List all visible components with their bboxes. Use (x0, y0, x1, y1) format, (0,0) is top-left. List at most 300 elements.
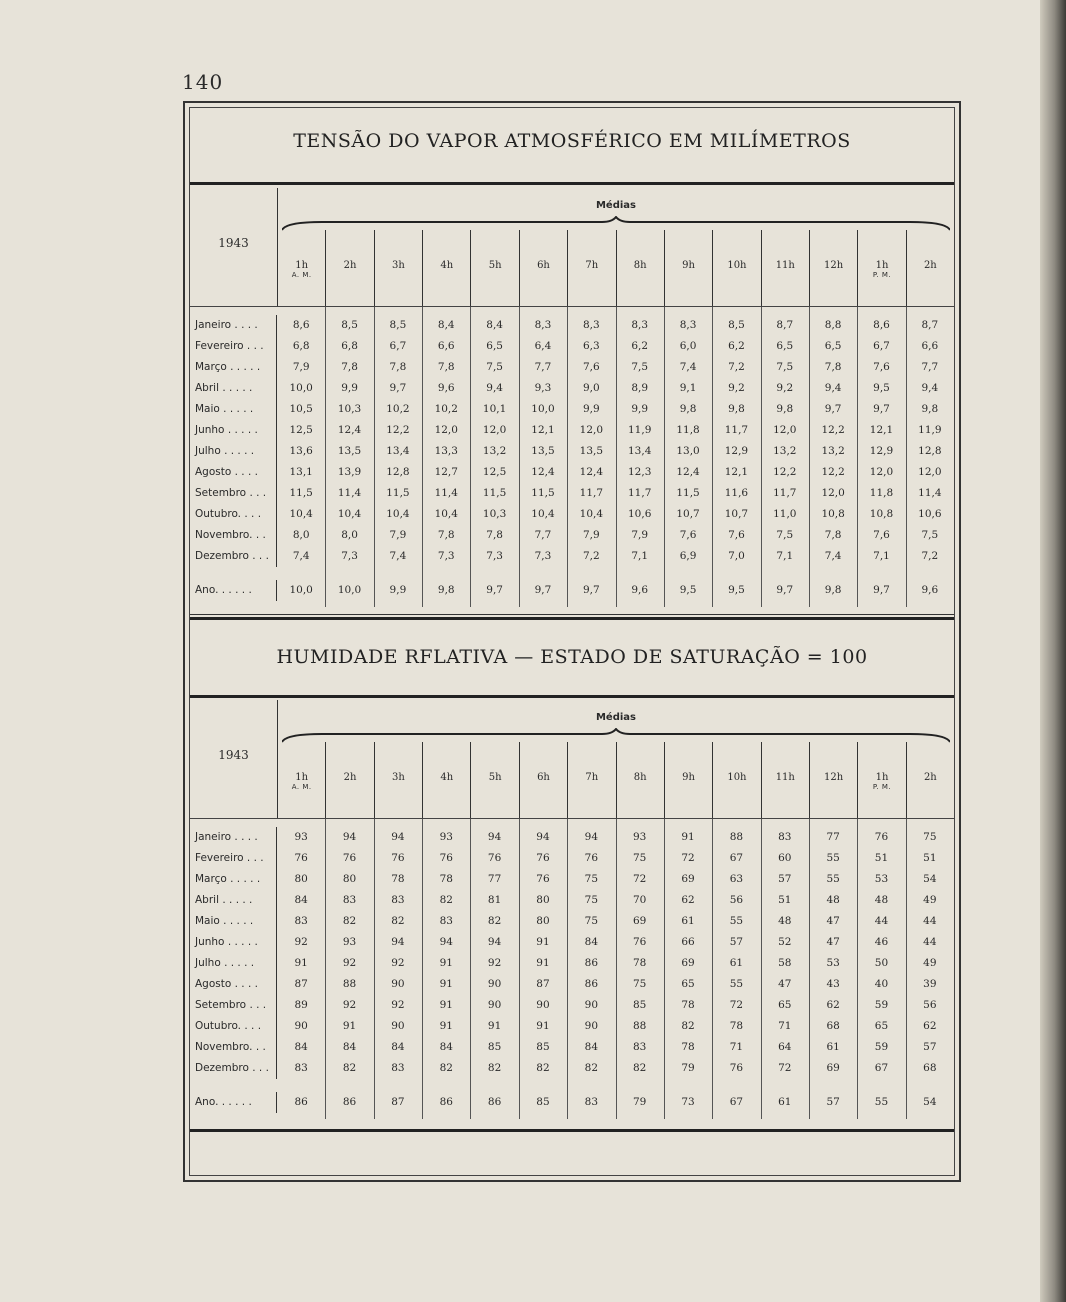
value-cell: 7,7 (534, 361, 552, 373)
value-cell: 56 (923, 999, 937, 1011)
value-cell: 12,4 (579, 466, 604, 478)
value-cell: 94 (487, 936, 502, 948)
value-cell: 7,9 (631, 529, 649, 541)
value-cell: 82 (681, 1020, 695, 1032)
page-number: 140 (182, 70, 224, 94)
value-cell: 61 (729, 957, 744, 969)
table-row (190, 932, 954, 953)
annual-value-cell: 9,7 (873, 584, 890, 596)
hour-label: 1h (875, 260, 889, 271)
hour-label: 6h (537, 260, 550, 271)
value-cell: 9,6 (437, 382, 455, 394)
value-cell: 7,3 (341, 550, 358, 562)
value-cell: 90 (391, 978, 405, 990)
value-cell: 11,9 (918, 424, 942, 436)
value-cell: 57 (778, 873, 792, 885)
value-cell: 7,6 (728, 529, 745, 541)
value-cell: 91 (536, 936, 550, 948)
value-cell: 39 (923, 978, 937, 990)
value-cell: 10,6 (628, 508, 652, 520)
value-cell: 11,5 (676, 487, 700, 499)
value-cell: 10,5 (289, 403, 313, 415)
value-cell: 75 (584, 894, 599, 906)
value-cell: 94 (584, 831, 599, 843)
value-cell: 90 (487, 999, 502, 1011)
hour-header-row (278, 742, 954, 818)
year-header (190, 700, 278, 818)
value-cell: 85 (633, 999, 647, 1011)
table-row (190, 1058, 954, 1079)
value-cell: 7,6 (679, 529, 697, 541)
value-cell: 82 (633, 1062, 647, 1074)
value-cell: 9,1 (679, 382, 697, 394)
hour-header (325, 230, 373, 306)
table-row (190, 953, 954, 974)
value-cell: 72 (633, 873, 647, 885)
value-cell: 9,4 (921, 382, 939, 394)
value-cell: 80 (294, 873, 308, 885)
value-cell: 92 (487, 957, 502, 969)
section-rule (190, 1129, 954, 1132)
value-cell: 82 (342, 915, 357, 927)
table-row (190, 420, 954, 441)
table-row (190, 399, 954, 420)
value-cell: 62 (923, 1020, 937, 1032)
value-cell: 49 (923, 957, 937, 969)
value-cell: 12,0 (869, 466, 894, 478)
value-cell: 7,5 (486, 361, 503, 373)
value-cell: 48 (778, 915, 792, 927)
value-cell: 9,4 (824, 382, 842, 394)
value-cell: 69 (826, 1062, 840, 1074)
annual-label: Ano. . . . . . (190, 580, 277, 601)
value-cell: 9,7 (389, 382, 407, 394)
table-row (190, 995, 954, 1016)
month-label: Dezembro . . . (190, 546, 277, 567)
annual-value-cell: 9,7 (582, 584, 600, 596)
annual-value-cell: 9,9 (389, 584, 407, 596)
table-row (190, 357, 954, 378)
value-cell: 76 (536, 852, 550, 864)
value-cell: 83 (342, 894, 357, 906)
hour-label: 10h (727, 260, 747, 271)
value-cell: 9,9 (631, 403, 649, 415)
value-cell: 7,0 (728, 550, 745, 562)
value-cell: 9,8 (679, 403, 697, 415)
value-cell: 53 (826, 957, 840, 969)
value-cell: 11,7 (628, 487, 652, 499)
value-cell: 13,5 (531, 445, 555, 457)
value-cell: 90 (584, 999, 599, 1011)
annual-value-cell: 10,0 (337, 584, 362, 596)
value-cell: 94 (439, 936, 453, 948)
value-cell: 83 (633, 1041, 647, 1053)
year-header (190, 188, 278, 306)
value-cell: 10,2 (386, 403, 410, 415)
month-label: Agosto . . . . (190, 462, 277, 483)
value-cell: 40 (874, 978, 889, 990)
table-row (190, 827, 954, 848)
annual-value-cell: 9,6 (631, 584, 649, 596)
table-row (190, 890, 954, 911)
value-cell: 10,4 (579, 508, 604, 520)
value-cell: 6,3 (582, 340, 600, 352)
value-cell: 48 (874, 894, 889, 906)
hour-label: 1h (875, 772, 889, 783)
table-row (190, 336, 954, 357)
annual-row (190, 580, 954, 601)
value-cell: 83 (391, 894, 405, 906)
value-cell: 7,1 (631, 550, 649, 562)
value-cell: 62 (681, 894, 695, 906)
value-cell: 12,5 (289, 424, 313, 436)
value-cell: 9,9 (341, 382, 358, 394)
value-cell: 77 (826, 831, 840, 843)
value-cell: 8,4 (486, 319, 503, 331)
value-cell: 46 (874, 936, 889, 948)
value-cell: 7,4 (389, 550, 407, 562)
value-cell: 10,3 (337, 403, 362, 415)
value-cell: 7,1 (873, 550, 890, 562)
annual-label: Ano. . . . . . (190, 1092, 277, 1113)
value-cell: 71 (729, 1041, 744, 1053)
hour-label: 2h (343, 772, 357, 783)
value-cell: 12,0 (434, 424, 458, 436)
annual-value-cell: 9,8 (824, 584, 842, 596)
value-cell: 71 (778, 1020, 792, 1032)
value-cell: 8,5 (389, 319, 407, 331)
value-cell: 79 (681, 1062, 695, 1074)
value-cell: 92 (294, 936, 308, 948)
value-cell: 82 (487, 915, 502, 927)
value-cell: 52 (778, 936, 792, 948)
value-cell: 76 (342, 852, 357, 864)
hour-header (470, 230, 518, 306)
month-label: Janeiro . . . . (190, 827, 277, 848)
value-cell: 76 (439, 852, 453, 864)
month-label: Fevereiro . . . (190, 848, 277, 869)
value-cell: 84 (294, 1041, 308, 1053)
value-cell: 7,8 (824, 361, 842, 373)
value-cell: 12,2 (821, 466, 845, 478)
value-cell: 12,3 (628, 466, 652, 478)
value-cell: 72 (681, 852, 695, 864)
hour-label: 12h (824, 772, 844, 783)
value-cell: 43 (826, 978, 840, 990)
table-row (190, 1037, 954, 1058)
value-cell: 82 (391, 915, 405, 927)
value-cell: 90 (294, 1020, 308, 1032)
value-cell: 55 (826, 852, 840, 864)
value-cell: 84 (584, 936, 599, 948)
hour-label: 9h (682, 772, 695, 783)
value-cell: 65 (874, 1020, 889, 1032)
value-cell: 91 (439, 1020, 453, 1032)
value-cell: 7,9 (292, 361, 310, 373)
page-edge-shadow (1040, 0, 1066, 1302)
value-cell: 6,0 (679, 340, 697, 352)
annual-value-cell: 86 (342, 1096, 357, 1108)
value-cell: 51 (874, 852, 889, 864)
value-cell: 8,8 (824, 319, 842, 331)
hour-header-row (278, 230, 954, 306)
value-cell: 91 (439, 957, 453, 969)
hour-label: 1h (295, 772, 309, 783)
value-cell: 7,5 (776, 361, 794, 373)
value-cell: 90 (487, 978, 502, 990)
value-cell: 7,4 (824, 550, 842, 562)
value-cell: 8,7 (776, 319, 794, 331)
value-cell: 76 (874, 831, 889, 843)
value-cell: 93 (439, 831, 453, 843)
medias-label: Médias (595, 712, 637, 723)
value-cell: 10,4 (337, 508, 362, 520)
value-cell: 90 (536, 999, 550, 1011)
value-cell: 64 (778, 1041, 792, 1053)
value-cell: 92 (342, 999, 357, 1011)
value-cell: 47 (826, 915, 840, 927)
value-cell: 94 (487, 831, 502, 843)
value-cell: 11,7 (773, 487, 797, 499)
table-row (190, 462, 954, 483)
month-label: Janeiro . . . . (190, 315, 277, 336)
value-cell: 44 (874, 915, 889, 927)
hour-label: 3h (391, 260, 405, 271)
table-row (190, 504, 954, 525)
month-label: Agosto . . . . (190, 974, 277, 995)
year-label: 1943 (218, 748, 249, 762)
value-cell: 12,7 (434, 466, 458, 478)
value-cell: 75 (633, 978, 647, 990)
value-cell: 9,8 (921, 403, 939, 415)
value-cell: 6,6 (437, 340, 455, 352)
value-cell: 7,2 (728, 361, 745, 373)
value-cell: 68 (923, 1062, 937, 1074)
value-cell: 8,7 (921, 319, 939, 331)
value-cell: 76 (633, 936, 647, 948)
value-cell: 49 (923, 894, 937, 906)
value-cell: 8,3 (582, 319, 600, 331)
annual-value-cell: 73 (681, 1096, 695, 1108)
value-cell: 76 (536, 873, 550, 885)
value-cell: 10,6 (918, 508, 942, 520)
value-cell: 92 (391, 957, 405, 969)
value-cell: 12,8 (918, 445, 942, 457)
value-cell: 82 (439, 1062, 453, 1074)
value-cell: 7,3 (486, 550, 503, 562)
hour-label: 5h (488, 260, 502, 271)
hour-header (567, 230, 615, 306)
hour-header (664, 742, 712, 818)
value-cell: 11,7 (724, 424, 749, 436)
value-cell: 54 (923, 873, 937, 885)
value-cell: 75 (633, 852, 647, 864)
value-cell: 83 (778, 831, 792, 843)
value-cell: 84 (294, 894, 308, 906)
annual-value-cell: 9,7 (486, 584, 503, 596)
value-cell: 10,3 (482, 508, 507, 520)
annual-value-cell: 9,5 (679, 584, 697, 596)
value-cell: 65 (778, 999, 792, 1011)
value-cell: 55 (729, 978, 744, 990)
value-cell: 7,8 (486, 529, 503, 541)
hour-header (519, 742, 567, 818)
value-cell: 10,8 (869, 508, 894, 520)
value-cell: 7,2 (582, 550, 600, 562)
annual-value-cell: 9,7 (776, 584, 794, 596)
hour-sub-label: A. M. (291, 783, 312, 791)
value-cell: 84 (584, 1041, 599, 1053)
hour-header (857, 742, 905, 818)
annual-value-cell: 67 (729, 1096, 744, 1108)
value-cell: 84 (439, 1041, 453, 1053)
value-cell: 83 (294, 1062, 308, 1074)
value-cell: 59 (874, 999, 889, 1011)
value-cell: 91 (536, 957, 550, 969)
value-cell: 6,7 (389, 340, 407, 352)
value-cell: 7,3 (437, 550, 455, 562)
value-cell: 78 (681, 1041, 695, 1053)
hour-label: 11h (775, 772, 795, 783)
value-cell: 7,4 (679, 361, 697, 373)
value-cell: 83 (439, 915, 453, 927)
value-cell: 47 (778, 978, 792, 990)
value-cell: 9,8 (728, 403, 745, 415)
hour-label: 7h (585, 772, 599, 783)
hour-header (470, 742, 518, 818)
hour-header (906, 742, 954, 818)
value-cell: 78 (681, 999, 695, 1011)
month-label: Março . . . . . (190, 869, 277, 890)
value-cell: 91 (439, 999, 453, 1011)
value-cell: 13,2 (773, 445, 797, 457)
value-cell: 62 (826, 999, 840, 1011)
value-cell: 82 (439, 894, 453, 906)
value-cell: 11,6 (724, 487, 749, 499)
hour-header (664, 230, 712, 306)
value-cell: 60 (778, 852, 792, 864)
value-cell: 61 (826, 1041, 840, 1053)
hour-header (809, 230, 857, 306)
value-cell: 7,6 (582, 361, 600, 373)
value-cell: 88 (633, 1020, 647, 1032)
hour-header (519, 230, 567, 306)
month-label: Setembro . . . (190, 995, 277, 1016)
table-row (190, 911, 954, 932)
year-label: 1943 (218, 236, 249, 250)
annual-value-cell: 55 (874, 1096, 889, 1108)
value-cell: 63 (729, 873, 744, 885)
value-cell: 84 (391, 1041, 405, 1053)
hour-header (809, 742, 857, 818)
value-cell: 9,3 (534, 382, 552, 394)
value-cell: 12,1 (531, 424, 555, 436)
value-cell: 11,4 (918, 487, 942, 499)
value-cell: 69 (681, 873, 695, 885)
value-cell: 6,5 (824, 340, 842, 352)
value-cell: 80 (536, 894, 550, 906)
value-cell: 7,4 (292, 550, 310, 562)
table-row (190, 848, 954, 869)
value-cell: 10,0 (531, 403, 555, 415)
value-cell: 8,3 (631, 319, 649, 331)
value-cell: 13,2 (821, 445, 845, 457)
hour-header (616, 742, 664, 818)
annual-value-cell: 57 (826, 1096, 840, 1108)
value-cell: 11,4 (337, 487, 362, 499)
value-cell: 13,4 (386, 445, 410, 457)
table-body (190, 819, 954, 1119)
section-title-relative-humidity: HUMIDADE RFLATIVA — ESTADO DE SATURAÇÃO = 100 (276, 646, 868, 668)
value-cell: 44 (923, 915, 937, 927)
value-cell: 10,0 (289, 382, 313, 394)
annual-value-cell: 79 (633, 1096, 647, 1108)
value-cell: 57 (923, 1041, 937, 1053)
value-cell: 7,2 (921, 550, 939, 562)
value-cell: 7,6 (873, 361, 890, 373)
value-cell: 7,6 (873, 529, 890, 541)
value-cell: 75 (584, 915, 599, 927)
value-cell: 82 (584, 1062, 599, 1074)
value-cell: 9,4 (486, 382, 503, 394)
value-cell: 8,9 (631, 382, 649, 394)
value-cell: 12,0 (579, 424, 604, 436)
value-cell: 76 (294, 852, 308, 864)
value-cell: 82 (536, 1062, 550, 1074)
value-cell: 55 (826, 873, 840, 885)
value-cell: 10,4 (386, 508, 410, 520)
hour-header (422, 230, 470, 306)
value-cell: 7,5 (776, 529, 794, 541)
hour-header (374, 742, 422, 818)
value-cell: 8,4 (437, 319, 455, 331)
value-cell: 6,4 (534, 340, 552, 352)
value-cell: 10,7 (676, 508, 700, 520)
value-cell: 6,5 (486, 340, 503, 352)
value-cell: 81 (487, 894, 502, 906)
value-cell: 44 (923, 936, 937, 948)
value-cell: 69 (681, 957, 695, 969)
value-cell: 7,7 (921, 361, 939, 373)
value-cell: 51 (923, 852, 937, 864)
hour-header (857, 230, 905, 306)
value-cell: 9,0 (582, 382, 600, 394)
value-cell: 68 (826, 1020, 840, 1032)
value-cell: 10,4 (434, 508, 458, 520)
hour-label: 11h (775, 260, 795, 271)
annual-value-cell: 9,6 (921, 584, 939, 596)
value-cell: 12,4 (676, 466, 700, 478)
annual-value-cell: 9,5 (728, 584, 745, 596)
value-cell: 11,8 (869, 487, 894, 499)
month-label: Março . . . . . (190, 357, 277, 378)
value-cell: 76 (391, 852, 405, 864)
hour-label: 2h (343, 260, 357, 271)
value-cell: 12,2 (821, 424, 845, 436)
value-cell: 11,5 (289, 487, 313, 499)
value-cell: 12,0 (918, 466, 942, 478)
value-cell: 13,5 (337, 445, 362, 457)
value-cell: 91 (342, 1020, 357, 1032)
hour-header (374, 230, 422, 306)
hour-header (616, 230, 664, 306)
value-cell: 6,7 (873, 340, 890, 352)
value-cell: 11,5 (531, 487, 555, 499)
value-cell: 7,3 (534, 550, 552, 562)
value-cell: 12,0 (773, 424, 797, 436)
table-row (190, 483, 954, 504)
value-cell: 93 (294, 831, 308, 843)
